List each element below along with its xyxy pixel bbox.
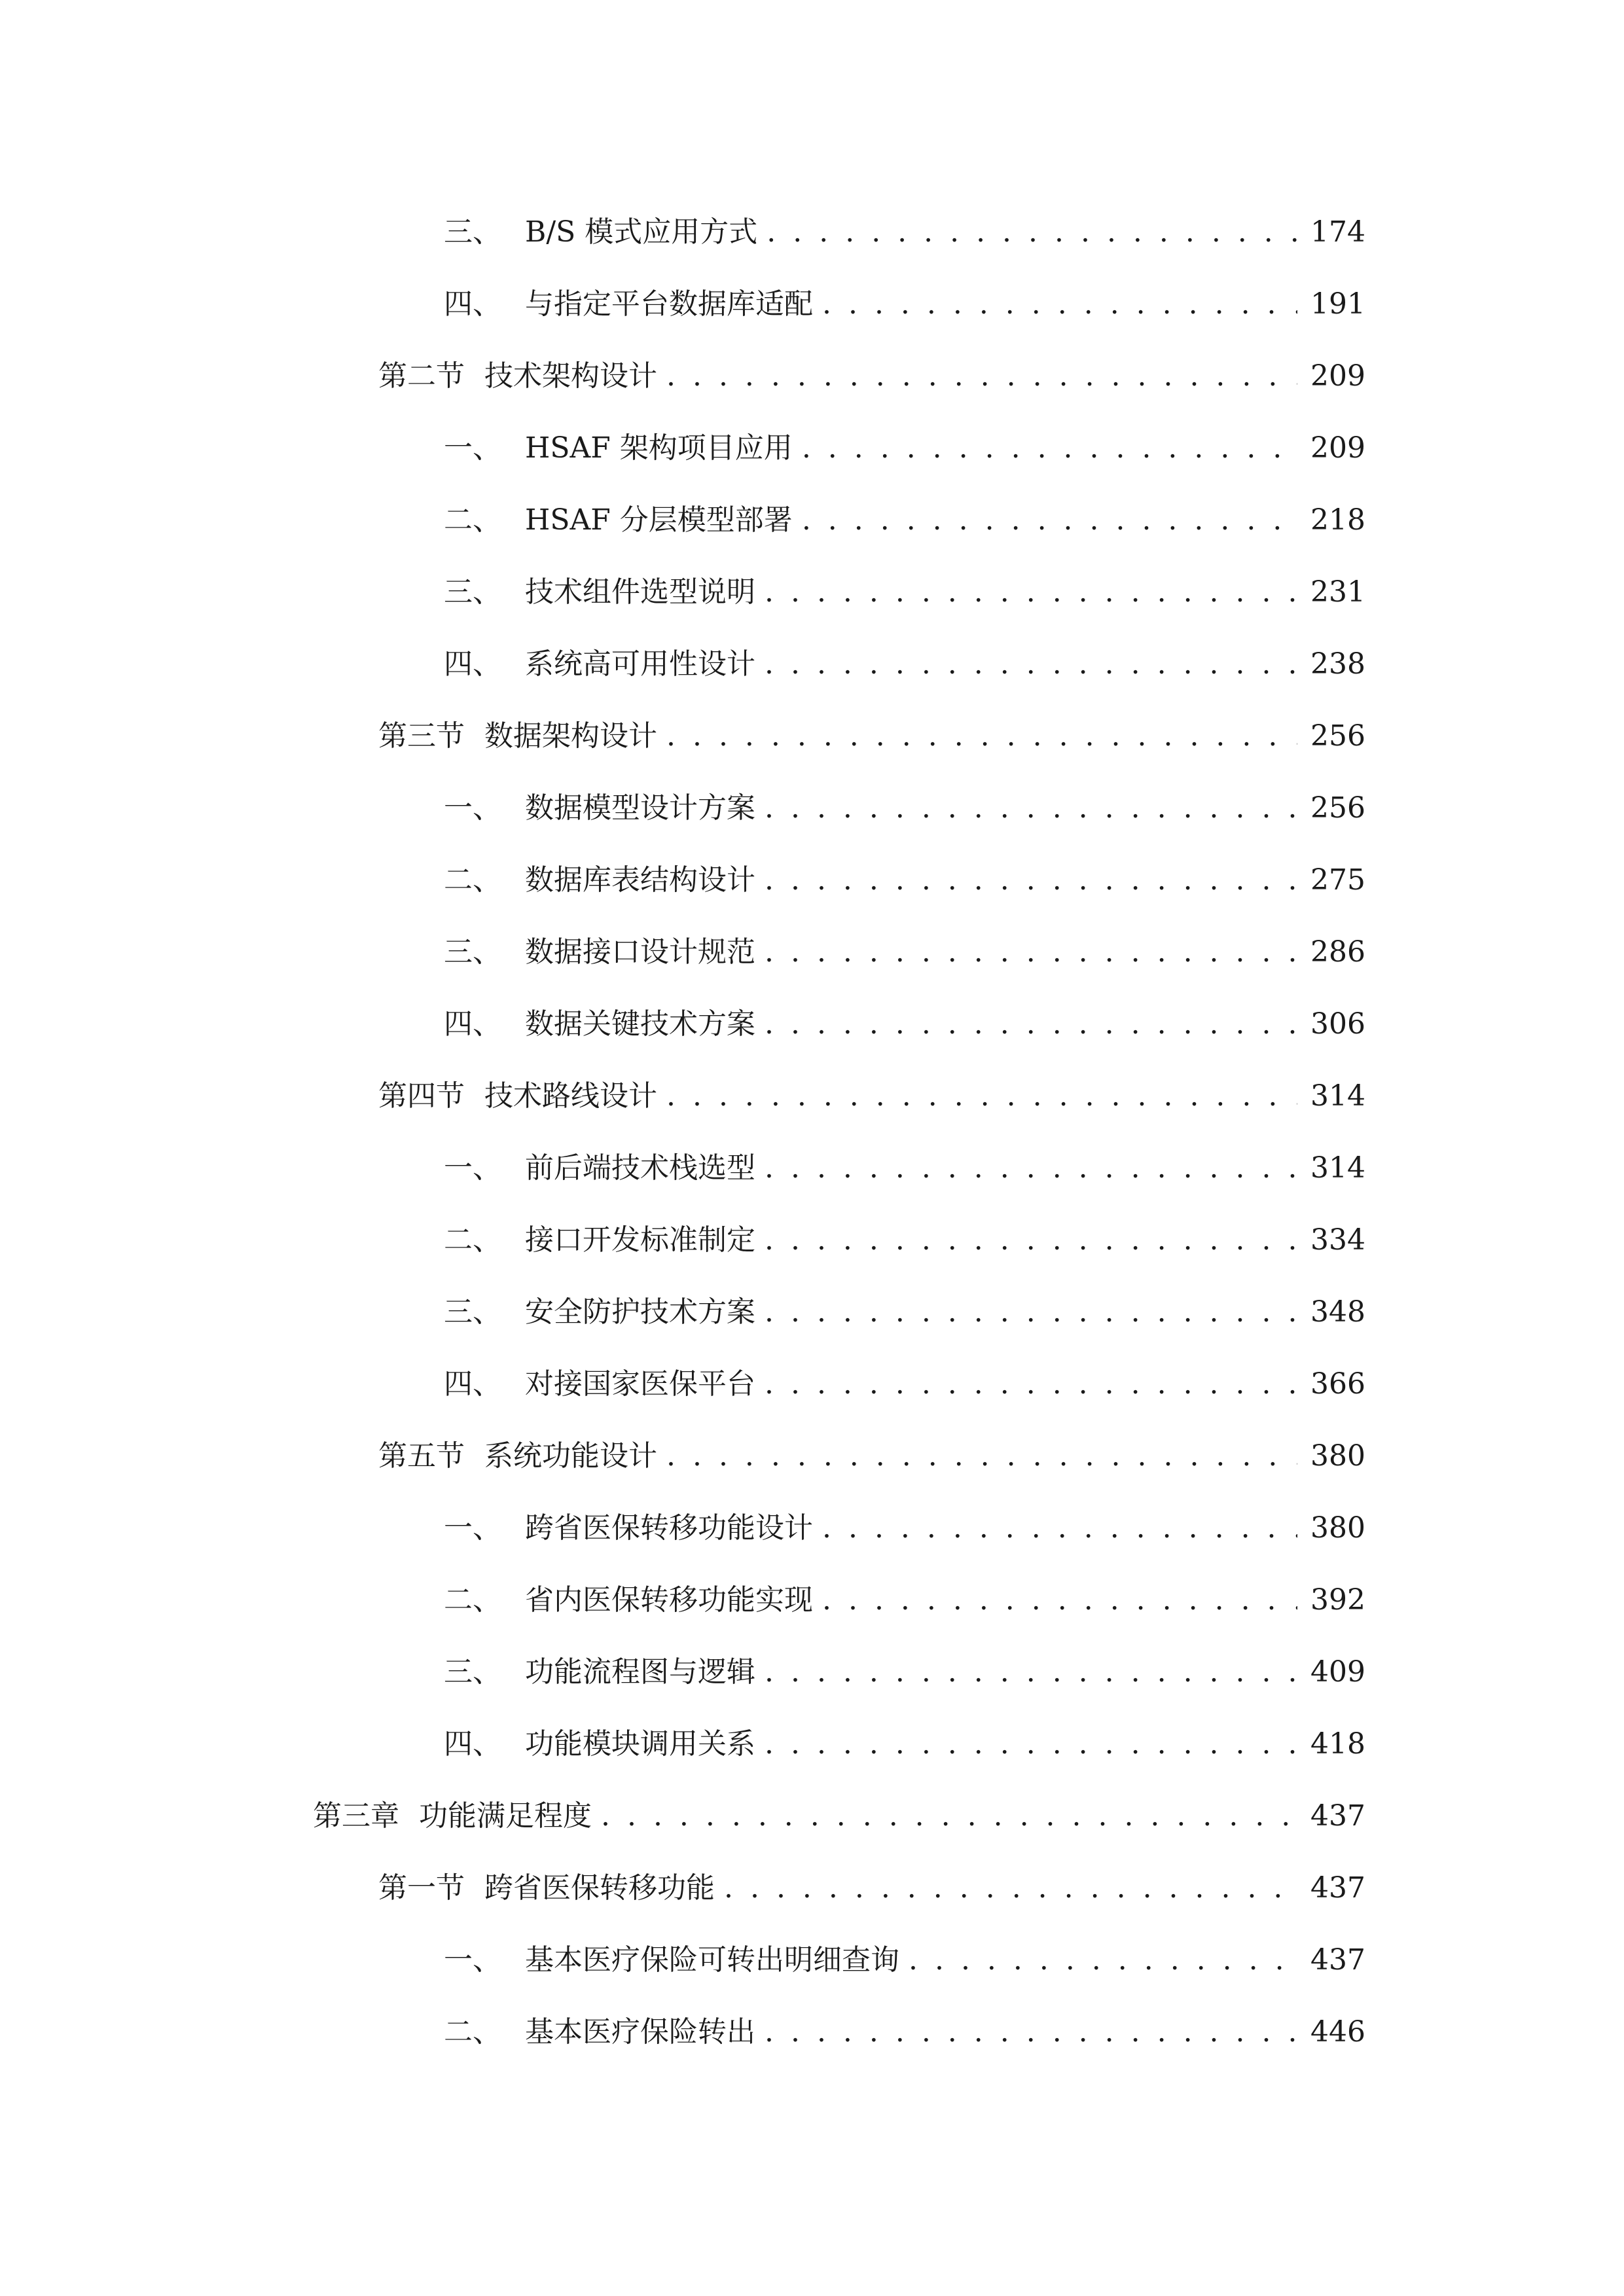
toc-entry-title: 基本医疗保险转出 bbox=[525, 2015, 755, 2049]
toc-entry-label bbox=[378, 359, 657, 393]
toc-entry-label bbox=[444, 431, 793, 465]
toc-entry-label bbox=[444, 1583, 813, 1617]
toc-entry[interactable] bbox=[0, 268, 1624, 340]
toc-entry-number: 四、 bbox=[444, 1367, 501, 1401]
toc-entry[interactable] bbox=[0, 700, 1624, 772]
toc-entry-label bbox=[444, 503, 793, 537]
toc-page-number: 209 bbox=[1310, 359, 1365, 393]
toc-entry[interactable] bbox=[0, 1276, 1624, 1348]
toc-entry-title: 安全防护技术方案 bbox=[525, 1295, 755, 1329]
dot-leader bbox=[765, 650, 1297, 679]
toc-page-number: 348 bbox=[1310, 1295, 1365, 1329]
dot-leader bbox=[601, 1802, 1297, 1831]
dot-leader bbox=[765, 1226, 1297, 1255]
dot-leader bbox=[765, 866, 1297, 895]
toc-entry[interactable] bbox=[0, 1132, 1624, 1204]
toc-entry-title: 技术架构设计 bbox=[484, 359, 657, 393]
toc-entry-label bbox=[444, 1151, 755, 1185]
toc-page-number: 380 bbox=[1310, 1511, 1365, 1545]
toc-entry-title: 功能满足程度 bbox=[419, 1799, 592, 1833]
toc-entry-label bbox=[444, 1655, 755, 1689]
dot-leader bbox=[822, 290, 1297, 319]
dot-leader bbox=[822, 1586, 1297, 1615]
toc-entry[interactable] bbox=[0, 772, 1624, 844]
toc-entry[interactable] bbox=[0, 1636, 1624, 1708]
toc-entry-title: HSAF 分层模型部署 bbox=[525, 503, 793, 537]
toc-entry-number: 第三章 bbox=[313, 1799, 399, 1833]
toc-page-number: 218 bbox=[1310, 503, 1365, 537]
dot-leader bbox=[802, 434, 1297, 463]
toc-entry[interactable] bbox=[0, 1348, 1624, 1420]
toc-entry-label bbox=[378, 1439, 657, 1473]
toc-entry-number: 二、 bbox=[444, 1223, 501, 1257]
toc-entry-number: 三、 bbox=[444, 1655, 501, 1689]
toc-entry-title: 前后端技术栈选型 bbox=[525, 1151, 755, 1185]
toc-page-number: 314 bbox=[1310, 1079, 1365, 1113]
toc-entry-title: 跨省医保转移功能设计 bbox=[525, 1511, 813, 1545]
toc-entry-title: B/S 模式应用方式 bbox=[525, 215, 758, 249]
toc-entry-title: 功能流程图与逻辑 bbox=[525, 1655, 755, 1689]
toc-entry-label bbox=[444, 215, 758, 249]
toc-entry-label bbox=[444, 1511, 813, 1545]
dot-leader bbox=[666, 1442, 1297, 1471]
toc-page-number: 437 bbox=[1310, 1943, 1365, 1977]
toc-entry-title: 数据架构设计 bbox=[484, 719, 657, 753]
toc-entry-number: 第五节 bbox=[378, 1439, 465, 1473]
dot-leader bbox=[765, 1658, 1297, 1687]
toc-entry-title: 对接国家医保平台 bbox=[525, 1367, 755, 1401]
toc-entry[interactable] bbox=[0, 484, 1624, 556]
toc-entry[interactable] bbox=[0, 1780, 1624, 1852]
toc-entry-number: 三、 bbox=[444, 1295, 501, 1329]
toc-entry-title: 省内医保转移功能实现 bbox=[525, 1583, 813, 1617]
toc-entry-number: 一、 bbox=[444, 1511, 501, 1545]
toc-entry[interactable] bbox=[0, 412, 1624, 484]
dot-leader bbox=[822, 1514, 1297, 1543]
toc-entry-number: 第四节 bbox=[378, 1079, 465, 1113]
toc-entry[interactable] bbox=[0, 1564, 1624, 1636]
toc-page-number: 446 bbox=[1310, 2015, 1365, 2049]
toc-entry-title: 系统功能设计 bbox=[484, 1439, 657, 1473]
toc-entry[interactable] bbox=[0, 844, 1624, 916]
toc-entry-title: 技术路线设计 bbox=[484, 1079, 657, 1113]
dot-leader bbox=[765, 1154, 1297, 1183]
toc-entry-number: 四、 bbox=[444, 1007, 501, 1041]
toc-entry-label bbox=[444, 287, 813, 321]
dot-leader bbox=[765, 2018, 1297, 2047]
toc-entry-number: 四、 bbox=[444, 647, 501, 681]
toc-page-number: 437 bbox=[1310, 1871, 1365, 1905]
toc-page-number: 256 bbox=[1310, 719, 1365, 753]
dot-leader bbox=[724, 1874, 1297, 1903]
toc-entry-number: 四、 bbox=[444, 1727, 501, 1761]
toc-entry-number: 二、 bbox=[444, 1583, 501, 1617]
toc-entry-title: 功能模块调用关系 bbox=[525, 1727, 755, 1761]
toc-entry[interactable] bbox=[0, 556, 1624, 628]
toc-page-number: 191 bbox=[1310, 287, 1365, 321]
dot-leader bbox=[666, 1082, 1297, 1111]
toc-entry-title: 跨省医保转移功能 bbox=[484, 1871, 715, 1905]
toc-entry-label bbox=[444, 647, 755, 681]
toc-entry-number: 三、 bbox=[444, 935, 501, 969]
toc-entry-label bbox=[444, 1295, 755, 1329]
toc-page-number: 366 bbox=[1310, 1367, 1365, 1401]
toc-entry-number: 二、 bbox=[444, 2015, 501, 2049]
toc-entry[interactable] bbox=[0, 340, 1624, 412]
toc-page-number: 174 bbox=[1310, 215, 1365, 249]
dot-leader bbox=[767, 218, 1297, 247]
toc-page-number: 286 bbox=[1310, 935, 1365, 969]
toc-entry[interactable] bbox=[0, 1060, 1624, 1132]
toc-entry-title: 基本医疗保险可转出明细查询 bbox=[525, 1943, 899, 1977]
toc-page-number: 306 bbox=[1310, 1007, 1365, 1041]
toc-entry[interactable] bbox=[0, 628, 1624, 700]
toc-entry-number: 一、 bbox=[444, 1943, 501, 1977]
dot-leader bbox=[666, 362, 1297, 391]
toc-entry-label bbox=[313, 1799, 592, 1833]
toc-entry[interactable] bbox=[0, 1492, 1624, 1564]
toc-page-number: 238 bbox=[1310, 647, 1365, 681]
toc-entry-number: 一、 bbox=[444, 791, 501, 825]
toc-entry[interactable] bbox=[0, 196, 1624, 268]
toc-entry-label bbox=[444, 863, 755, 897]
toc-entry-title: 数据库表结构设计 bbox=[525, 863, 755, 897]
toc-page-number: 256 bbox=[1310, 791, 1365, 825]
toc-entry-label bbox=[444, 935, 755, 969]
toc-entry-label bbox=[444, 791, 755, 825]
toc-entry-number: 第三节 bbox=[378, 719, 465, 753]
toc-entry-label bbox=[378, 719, 657, 753]
toc-entry-title: 系统高可用性设计 bbox=[525, 647, 755, 681]
toc-entry-label bbox=[444, 1727, 755, 1761]
toc-page-number: 392 bbox=[1310, 1583, 1365, 1617]
toc-entry-label bbox=[444, 575, 755, 609]
toc-entry-label bbox=[444, 1367, 755, 1401]
toc-entry-title: 与指定平台数据库适配 bbox=[525, 287, 813, 321]
toc-entry-title: 接口开发标准制定 bbox=[525, 1223, 755, 1257]
dot-leader bbox=[666, 722, 1297, 751]
toc-entry-number: 二、 bbox=[444, 503, 501, 537]
toc-entry-number: 第二节 bbox=[378, 359, 465, 393]
dot-leader bbox=[765, 1730, 1297, 1759]
toc-entry-label bbox=[444, 1007, 755, 1041]
toc-entry-title: 数据接口设计规范 bbox=[525, 935, 755, 969]
toc-entry-title: 数据关键技术方案 bbox=[525, 1007, 755, 1041]
toc-entry[interactable] bbox=[0, 1708, 1624, 1780]
toc-page-number: 418 bbox=[1310, 1727, 1365, 1761]
toc-entry-number: 四、 bbox=[444, 287, 501, 321]
toc-page-number: 334 bbox=[1310, 1223, 1365, 1257]
toc-entry[interactable] bbox=[0, 1420, 1624, 1492]
dot-leader bbox=[802, 506, 1297, 535]
toc-entry[interactable] bbox=[0, 1924, 1624, 1996]
toc-entry[interactable] bbox=[0, 1204, 1624, 1276]
toc-entry-number: 二、 bbox=[444, 863, 501, 897]
toc-page-number: 314 bbox=[1310, 1151, 1365, 1185]
toc-entry-title: HSAF 架构项目应用 bbox=[525, 431, 793, 465]
toc-entry-number: 三、 bbox=[444, 575, 501, 609]
dot-leader bbox=[765, 1298, 1297, 1327]
toc-entry-title: 技术组件选型说明 bbox=[525, 575, 755, 609]
toc-entry[interactable] bbox=[0, 988, 1624, 1060]
dot-leader bbox=[765, 578, 1297, 607]
toc-page-number: 409 bbox=[1310, 1655, 1365, 1689]
toc-entry-label bbox=[378, 1079, 657, 1113]
toc-entry-number: 一、 bbox=[444, 431, 501, 465]
toc-page-number: 275 bbox=[1310, 863, 1365, 897]
toc-entry-label bbox=[378, 1871, 715, 1905]
toc-entry-label bbox=[444, 1943, 899, 1977]
dot-leader bbox=[909, 1946, 1297, 1975]
toc-page-number: 209 bbox=[1310, 431, 1365, 465]
toc-entry[interactable] bbox=[0, 916, 1624, 988]
toc-page-number: 437 bbox=[1310, 1799, 1365, 1833]
toc-entry-number: 三、 bbox=[444, 215, 501, 249]
dot-leader bbox=[765, 1010, 1297, 1039]
dot-leader bbox=[765, 1370, 1297, 1399]
toc-entry[interactable] bbox=[0, 1996, 1624, 2068]
dot-leader bbox=[765, 938, 1297, 967]
toc-entry-label bbox=[444, 2015, 755, 2049]
toc-entry-label bbox=[444, 1223, 755, 1257]
toc-entry-title: 数据模型设计方案 bbox=[525, 791, 755, 825]
table-of-contents bbox=[0, 196, 1624, 2068]
toc-entry[interactable] bbox=[0, 1852, 1624, 1924]
toc-page-number: 380 bbox=[1310, 1439, 1365, 1473]
toc-entry-number: 第一节 bbox=[378, 1871, 465, 1905]
toc-page-number: 231 bbox=[1310, 575, 1365, 609]
toc-entry-number: 一、 bbox=[444, 1151, 501, 1185]
dot-leader bbox=[765, 794, 1297, 823]
